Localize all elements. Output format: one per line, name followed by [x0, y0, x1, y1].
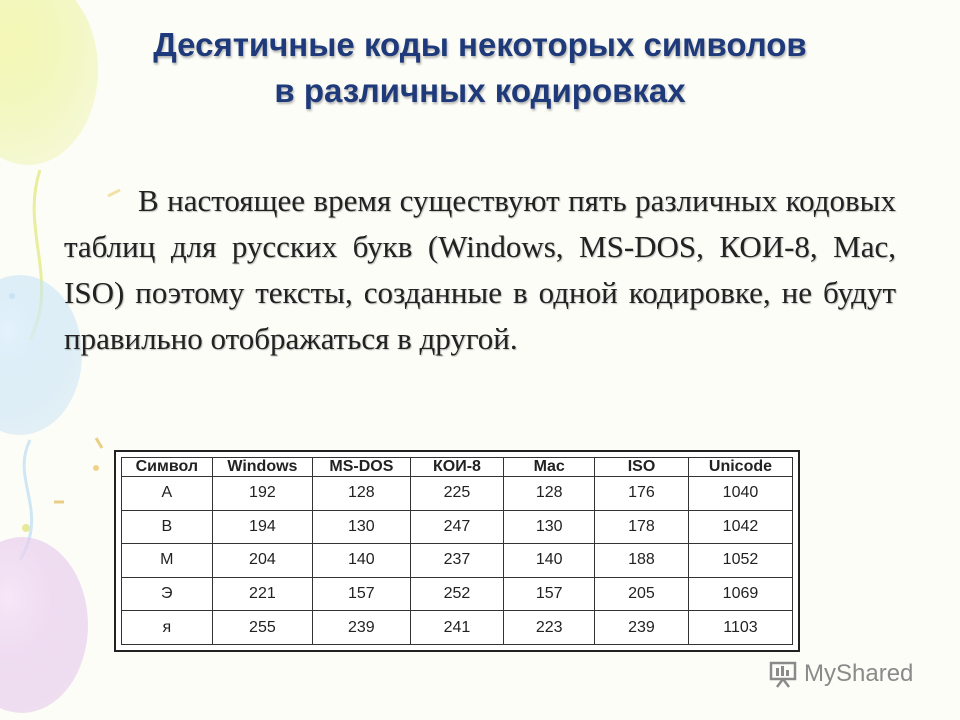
table-cell: 225 [410, 477, 504, 511]
table-cell: 140 [504, 544, 595, 578]
column-header-mac: Mac [504, 458, 595, 477]
myshared-watermark [768, 656, 913, 692]
table-cell: 1052 [688, 544, 792, 578]
table-cell: 239 [595, 611, 689, 645]
table-cell: 128 [313, 477, 410, 511]
table-cell: 157 [504, 577, 595, 611]
table-cell: 192 [212, 477, 313, 511]
table-cell: 1069 [688, 577, 792, 611]
table-cell: 239 [313, 611, 410, 645]
paragraph-text: В настоящее время существуют пять различных кодовых таблиц для русских букв (Windows, MS-DOS, КОИ-8, Mac, ISO) поэтому тексты, созданные в одной кодировке, не будут правильно отображаться в другой. [64, 183, 896, 356]
presentation-board-icon [768, 659, 798, 689]
table-cell: А [122, 477, 213, 511]
column-header-symbol: Символ [122, 458, 213, 477]
table-cell: 194 [212, 510, 313, 544]
balloon-pink [0, 537, 88, 713]
table-cell: 178 [595, 510, 689, 544]
table-cell: 1042 [688, 510, 792, 544]
slide-title-line-1: Десятичные коды некоторых символов [153, 26, 807, 63]
watermark-text: MyShared [804, 660, 914, 687]
table-cell: 204 [212, 544, 313, 578]
column-header-unicode: Unicode [688, 458, 792, 477]
column-header-windows: Windows [212, 458, 313, 477]
table-cell: 1103 [688, 611, 792, 645]
slide-title [40, 22, 920, 114]
table-cell: я [122, 611, 213, 645]
table-row [122, 477, 793, 511]
slide-title-line-2: в различных кодировках [274, 72, 686, 109]
table-cell: 176 [595, 477, 689, 511]
column-header-msdos: MS-DOS [313, 458, 410, 477]
table-cell: 223 [504, 611, 595, 645]
table-cell: 247 [410, 510, 504, 544]
table-cell: М [122, 544, 213, 578]
table-cell: 237 [410, 544, 504, 578]
table-cell: В [122, 510, 213, 544]
table-cell: 205 [595, 577, 689, 611]
table-row [122, 577, 793, 611]
column-header-koi8: КОИ-8 [410, 458, 504, 477]
table-row [122, 544, 793, 578]
table-row [122, 510, 793, 544]
table-cell: 128 [504, 477, 595, 511]
table-cell: 157 [313, 577, 410, 611]
table-cell: 255 [212, 611, 313, 645]
table-header-row [122, 458, 793, 477]
table-cell: 1040 [688, 477, 792, 511]
table-cell: 221 [212, 577, 313, 611]
table-cell: 130 [313, 510, 410, 544]
slide-paragraph [64, 178, 896, 362]
table-cell: 130 [504, 510, 595, 544]
table-row [122, 611, 793, 645]
column-header-iso: ISO [595, 458, 689, 477]
table-cell: 188 [595, 544, 689, 578]
table-cell: 241 [410, 611, 504, 645]
table-cell: Э [122, 577, 213, 611]
table-cell: 252 [410, 577, 504, 611]
encoding-table-grid [121, 457, 793, 645]
encoding-table [114, 450, 800, 652]
table-cell: 140 [313, 544, 410, 578]
